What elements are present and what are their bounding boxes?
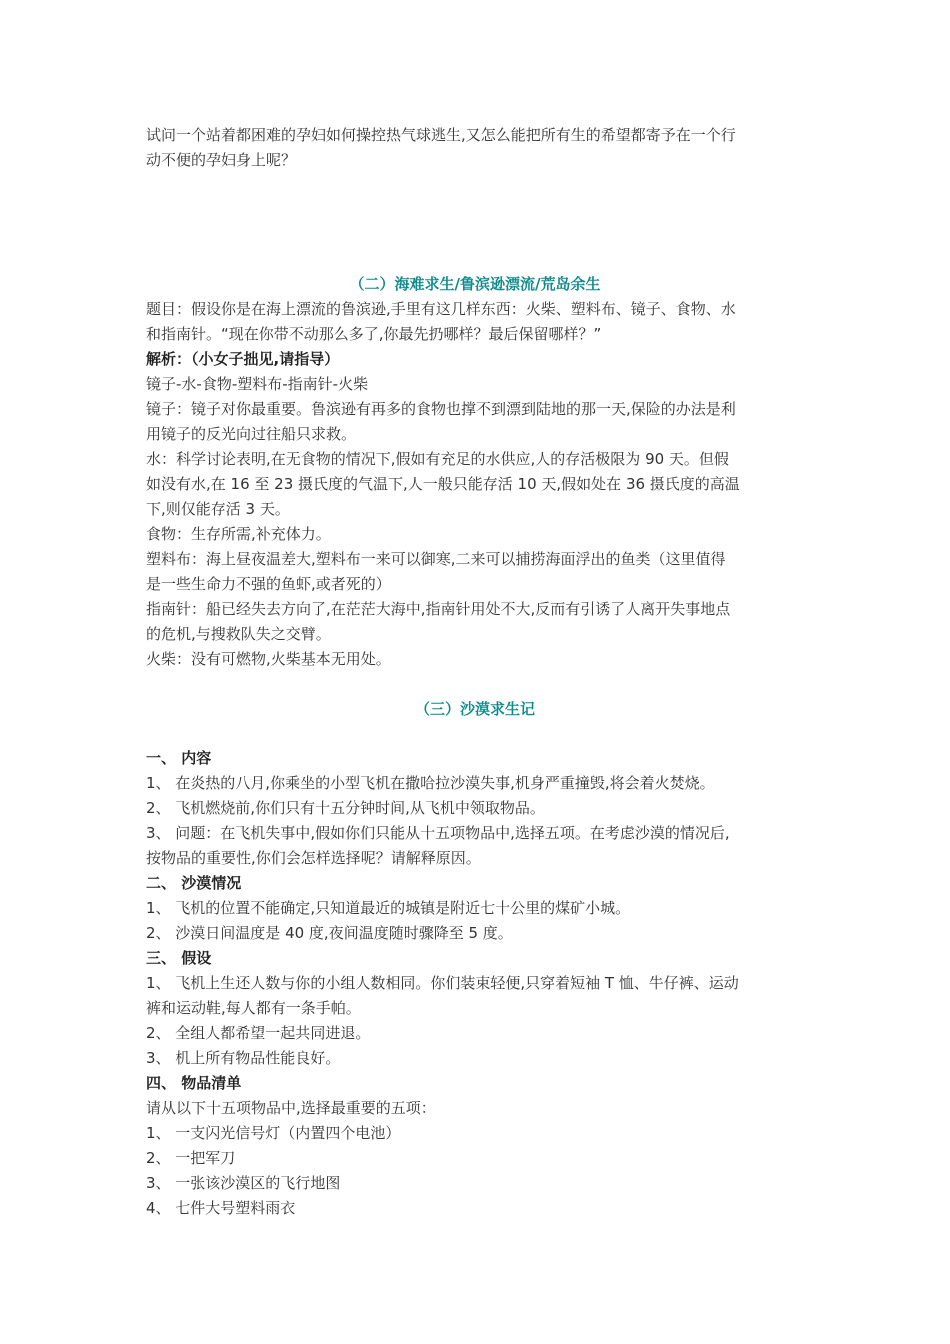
section2-question-line-1: 题目：假设你是在海上漂流的鲁滨逊,手里有这几样东西：火柴、塑料布、镜子、食物、水	[146, 300, 736, 318]
section3-assumption-1b: 裤和运动鞋,每人都有一条手帕。	[146, 999, 361, 1017]
section2-compass-line-2: 的危机,与搜救队失之交臂。	[146, 625, 331, 643]
section3-item-2: 2、 一把军刀	[146, 1149, 236, 1167]
section2-title: （二）海难求生/鲁滨逊漂流/荒岛余生	[349, 275, 601, 293]
section3-heading-desert: 二、 沙漠情况	[146, 874, 242, 892]
section3-desert-2: 2、 沙漠日间温度是 40 度,夜间温度随时骤降至 5 度。	[146, 924, 513, 942]
section3-item-4: 4、 七件大号塑料雨衣	[146, 1199, 296, 1217]
section2-question-line-2: 和指南针。“现在你带不动那么多了,你最先扔哪样？最后保留哪样？”	[146, 325, 602, 343]
section3-title: （三）沙漠求生记	[414, 700, 535, 718]
section3-heading-content: 一、 内容	[146, 749, 212, 767]
section3-heading-items: 四、 物品清单	[146, 1074, 242, 1092]
section3-assumption-1a: 1、 飞机上生还人数与你的小组人数相同。你们装束轻便,只穿着短袖 T 恤、牛仔裤、运动	[146, 974, 739, 992]
section3-content-3a: 3、 问题：在飞机失事中,假如你们只能从十五项物品中,选择五项。在考虑沙漠的情况后,	[146, 824, 730, 842]
section2-compass-line-1: 指南针：船已经失去方向了,在茫茫大海中,指南针用处不大,反而有引诱了人离开失事地点	[146, 600, 731, 618]
section2-water-line-3: 下,则仅能存活 3 天。	[146, 500, 290, 518]
section2-matches: 火柴：没有可燃物,火柴基本无用处。	[146, 650, 391, 668]
section2-mirror-line-1: 镜子：镜子对你最重要。鲁滨逊有再多的食物也撑不到漂到陆地的那一天,保险的办法是利	[146, 400, 736, 418]
section3-item-3: 3、 一张该沙漠区的飞行地图	[146, 1174, 341, 1192]
section3-content-1: 1、 在炎热的八月,你乘坐的小型飞机在撒哈拉沙漠失事,机身严重撞毁,将会着火焚烧。	[146, 774, 715, 792]
section2-mirror-line-2: 用镜子的反光向过往船只求救。	[146, 425, 357, 443]
section2-analysis-heading: 解析：（小女子拙见,请指导）	[146, 350, 340, 368]
section3-desert-1: 1、 飞机的位置不能确定,只知道最近的城镇是附近七十公里的煤矿小城。	[146, 899, 631, 917]
section2-plastic-line-1: 塑料布：海上昼夜温差大,塑料布一来可以御寒,二来可以捕捞海面浮出的鱼类（这里值得	[146, 550, 726, 568]
section2-water-line-2: 如没有水,在 16 至 23 摄氏度的气温下,人一般只能存活 10 天,假如处在 36 摄氏度的高温	[146, 475, 740, 493]
section2-order: 镜子-水-食物-塑料布-指南针-火柴	[146, 375, 369, 393]
section2-food: 食物：生存所需,补充体力。	[146, 525, 331, 543]
section3-item-1: 1、 一支闪光信号灯（内置四个电池）	[146, 1124, 401, 1142]
section3-content-3b: 按物品的重要性,你们会怎样选择呢？请解释原因。	[146, 849, 481, 867]
section3-assumption-3: 3、 机上所有物品性能良好。	[146, 1049, 341, 1067]
intro-line-1: 试问一个站着都困难的孕妇如何操控热气球逃生,又怎么能把所有生的希望都寄予在一个行	[146, 126, 736, 144]
intro-line-2: 动不便的孕妇身上呢？	[146, 151, 297, 169]
section3-assumption-2: 2、 全组人都希望一起共同进退。	[146, 1024, 371, 1042]
section2-water-line-1: 水：科学讨论表明,在无食物的情况下,假如有充足的水供应,人的存活极限为 90 天。但假	[146, 450, 729, 468]
section3-items-intro: 请从以下十五项物品中,选择最重要的五项：	[146, 1099, 436, 1117]
section3-heading-assumptions: 三、 假设	[146, 949, 212, 967]
section3-content-2: 2、 飞机燃烧前,你们只有十五分钟时间,从飞机中领取物品。	[146, 799, 545, 817]
section2-plastic-line-2: 是一些生命力不强的鱼虾,或者死的）	[146, 575, 391, 593]
